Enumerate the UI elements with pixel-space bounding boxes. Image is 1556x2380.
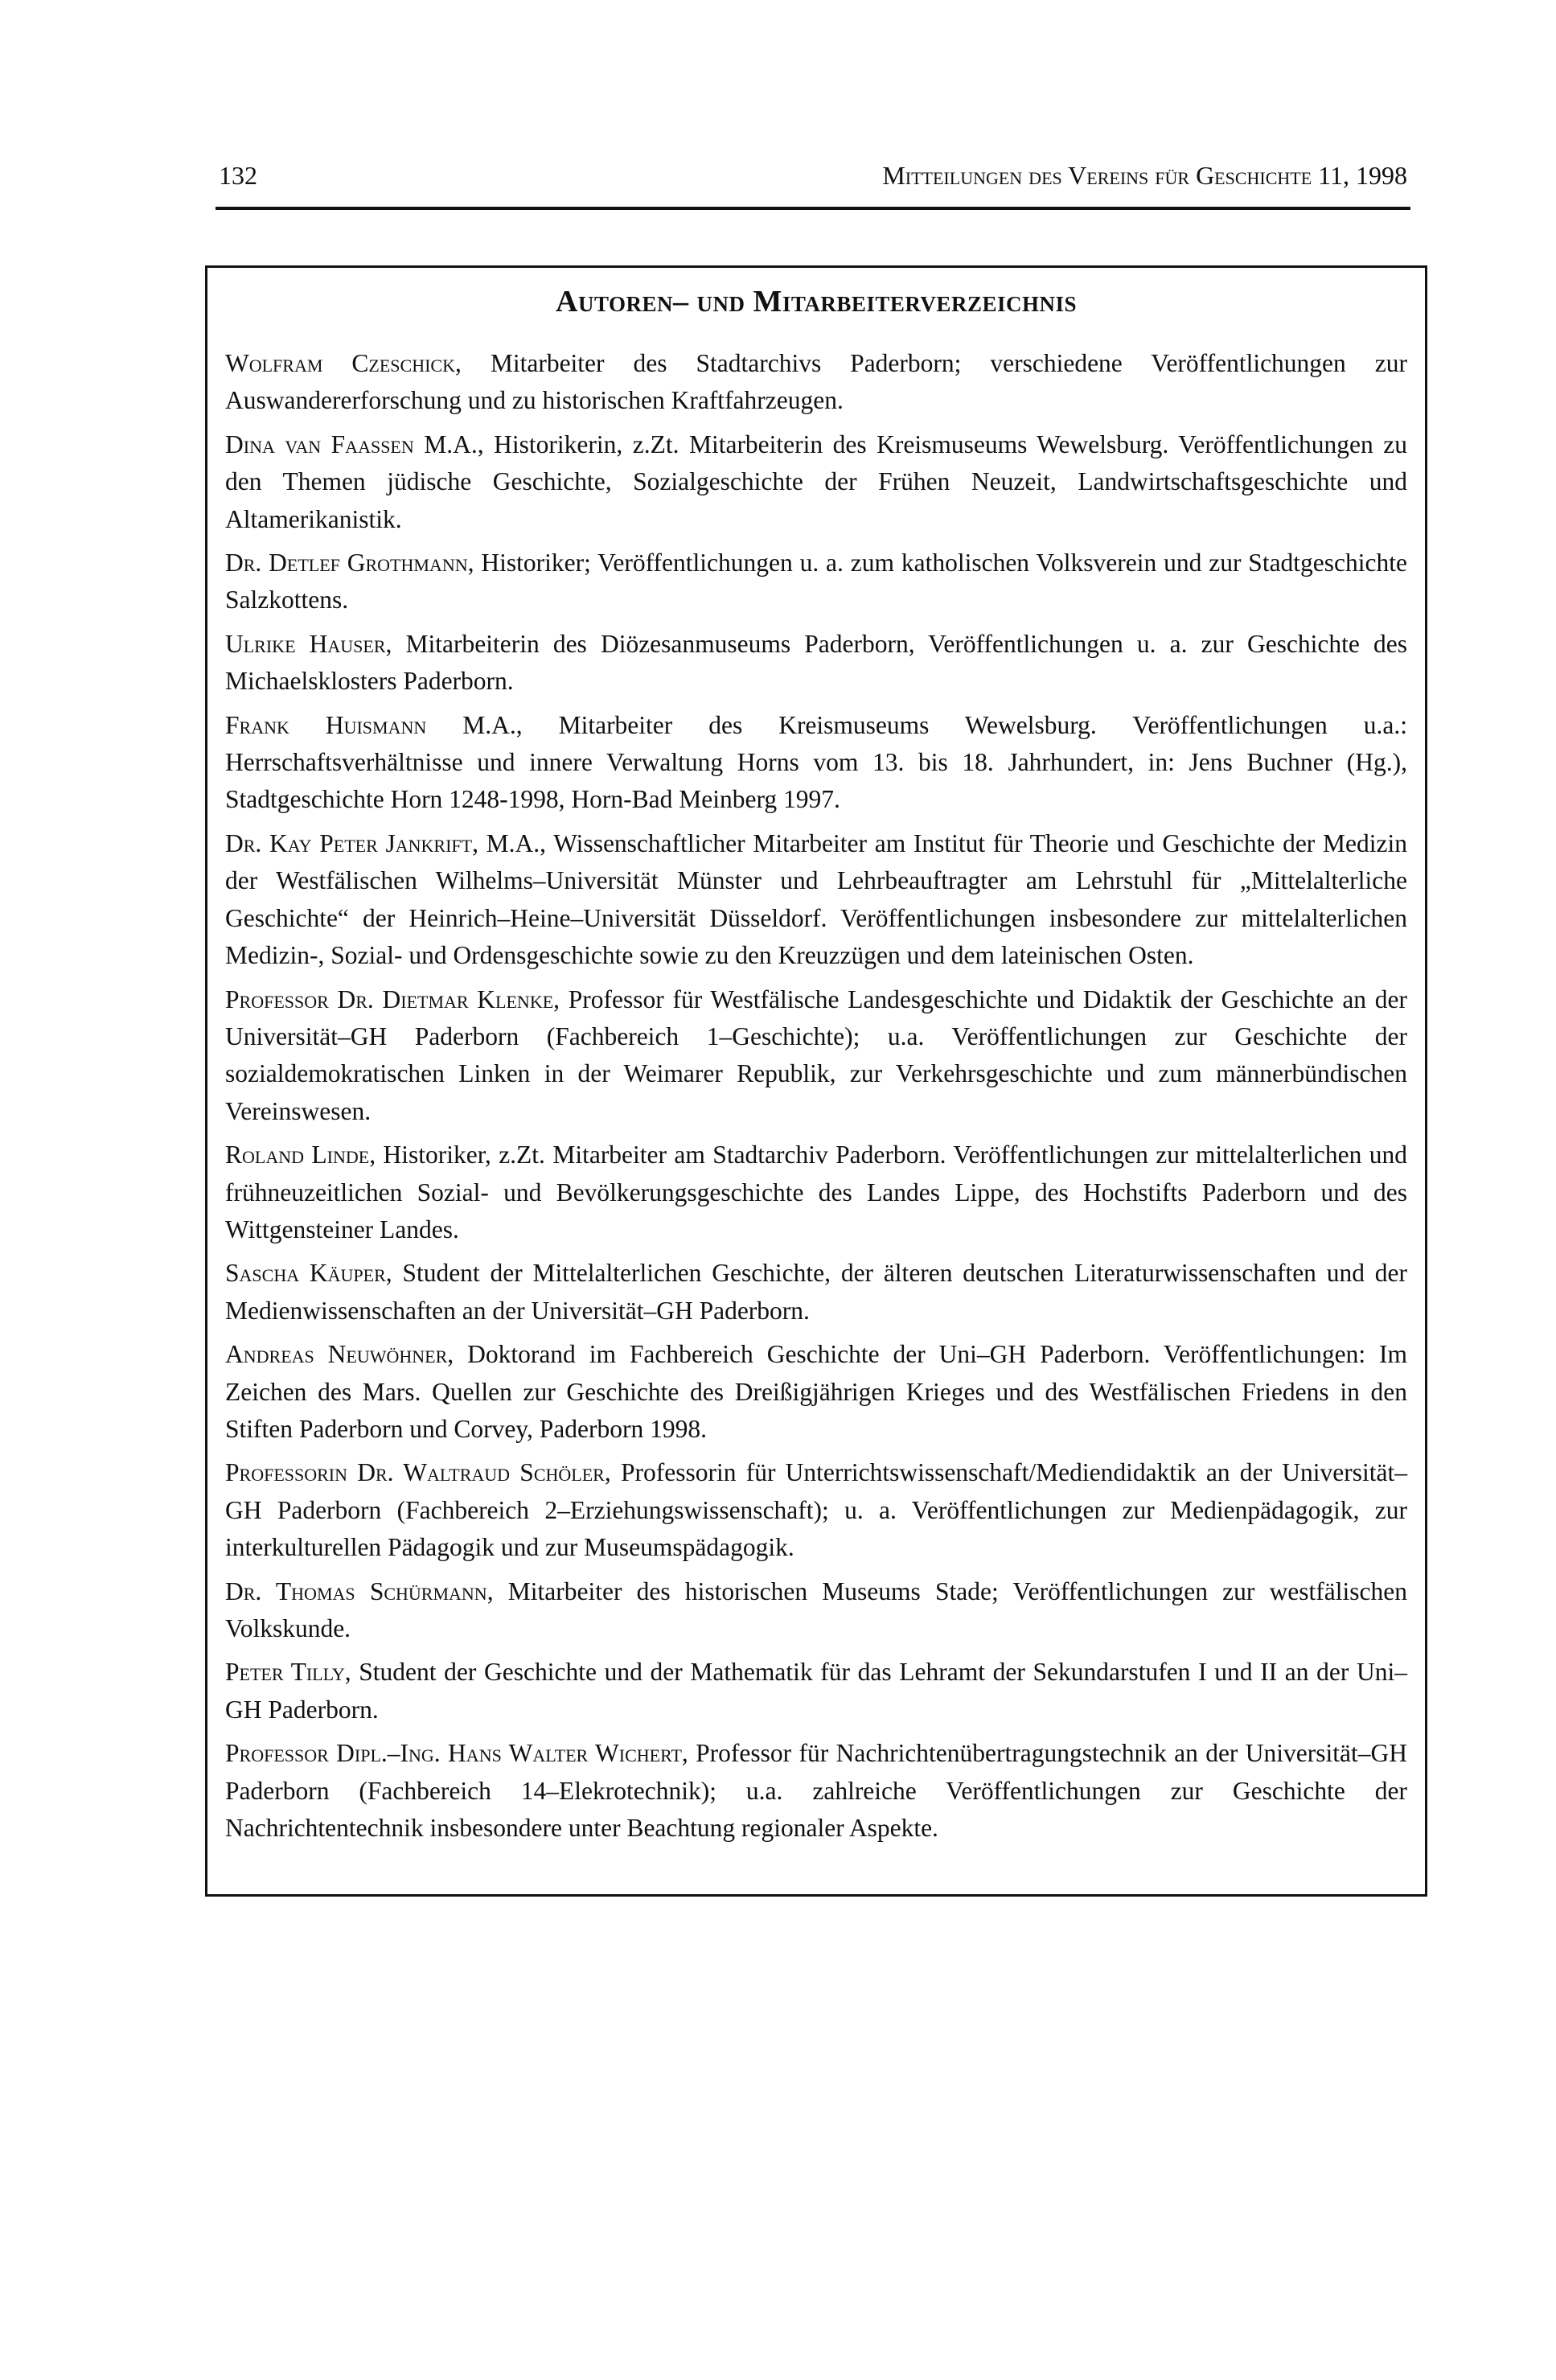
author-entry — [225, 545, 1407, 619]
author-entry — [225, 1255, 1407, 1330]
author-entry — [225, 1137, 1407, 1248]
author-description: , Professorin für Unterrichtswissenschaft/Mediendidaktik an der Universität–GH Paderborn (Fachbereich 2–Erziehungswissenschaft); u. a. Veröffentlichungen zur Medienpädagogik, zur interkulturellen Pädagogik und zur Museumspädagogik. — [225, 1458, 1407, 1562]
running-title: Mitteilungen des Vereins für Geschichte 11, 1998 — [882, 161, 1407, 190]
author-description: M.A., Historikerin, z.Zt. Mitarbeiterin des Kreismuseums Wewelsburg. Veröffentlichungen zu den Themen jüdische Geschichte, Sozialgeschichte der Frühen Neuzeit, Landwirtschaftsgeschichte und Altamerikanistik. — [225, 430, 1407, 533]
author-name: Andreas Neuwöhner — [225, 1340, 448, 1369]
author-name: Professorin Dr. Waltraud Schöler — [225, 1458, 605, 1487]
author-entry — [225, 626, 1407, 701]
author-entry — [225, 426, 1407, 538]
author-name: Roland Linde — [225, 1141, 370, 1169]
author-description: , Professor für Westfälische Landesgeschichte und Didaktik der Geschichte an der Universität–GH Paderborn (Fachbereich 1–Geschichte); u.a. Veröffentlichungen zur Geschichte der sozialdemokratischen Linken in der Weimarer Republik, zur Verkehrsgeschichte und zum männerbündischen Vereinswesen. — [225, 984, 1407, 1125]
author-description: M.A., Mitarbeiter des Kreismuseums Wewelsburg. Veröffentlichungen u.a.: Herrschaftsverhältnisse und innere Verwaltung Horns vom 13. bis 18. Jahrhundert, in: Jens Buchner (Hg.), Stadtgeschichte Horn 1248-1998, Horn-Bad Meinberg 1997. — [225, 710, 1407, 814]
author-description: , Student der Mittelalterlichen Geschichte, der älteren deutschen Literaturwissenschaften und der Medienwissenschaften an der Universität–GH Paderborn. — [225, 1259, 1407, 1325]
author-name: Professor Dipl.–Ing. Hans Walter Wichert — [225, 1739, 682, 1768]
author-description: , Mitarbeiter des Stadtarchivs Paderborn; verschiedene Veröffentlichungen zur Auswandererforschung und zu historischen Kraftfahrzeugen. — [225, 349, 1407, 415]
author-description: , M.A., Wissenschaftlicher Mitarbeiter am Institut für Theorie und Geschichte der Medizin der Westfälischen Wilhelms–Universität Münster und Lehrbeauftragter am Lehrstuhl für „Mittelalterliche Geschichte“ der Heinrich–Heine–Universität Düsseldorf. Veröffentlichungen insbesondere zur mittelalterlichen Medizin-, Sozial- und Ordensgeschichte sowie zu den Kreuzzügen und dem lateinischen Osten. — [225, 828, 1407, 970]
author-description: , Historiker, z.Zt. Mitarbeiter am Stadtarchiv Paderborn. Veröffentlichungen zur mittelalterlichen und frühneuzeitlichen Sozial- und Bevölkerungsgeschichte des Landes Lippe, des Hochstifts Paderborn und des Wittgensteiner Landes. — [225, 1141, 1407, 1243]
author-name: Peter Tilly — [225, 1658, 345, 1687]
section-title: Autoren– und Mitarbeiterverzeichnis — [556, 285, 1077, 319]
author-description: , Doktorand im Fachbereich Geschichte der Uni–GH Paderborn. Veröffentlichungen: Im Zeichen des Mars. Quellen zur Geschichte des Dreißigjährigen Krieges und des Westfälischen Friedens in den Stiften Paderborn und Corvey, Paderborn 1998. — [225, 1340, 1408, 1443]
author-name: Wolfram Czeschick — [225, 349, 455, 377]
author-entry — [225, 825, 1407, 975]
author-entry — [225, 1454, 1407, 1566]
author-name: Sascha Käuper — [225, 1259, 386, 1288]
author-entry — [225, 981, 1407, 1131]
author-list — [225, 345, 1407, 1853]
author-name: Dr. Kay Peter Jankrift — [225, 828, 473, 857]
author-description: , Student der Geschichte und der Mathematik für das Lehramt der Sekundarstufen I und II an der Uni–GH Paderborn. — [225, 1658, 1407, 1724]
author-entry — [225, 1573, 1407, 1648]
author-description: , Historiker; Veröffentlichungen u. a. zum katholischen Volksverein und zur Stadtgeschichte Salzkottens. — [225, 549, 1407, 615]
header-rule — [216, 207, 1410, 210]
author-entry — [225, 707, 1407, 819]
author-name: Ulrike Hauser — [225, 629, 386, 658]
page-number: 132 — [219, 161, 257, 190]
author-entry — [225, 1654, 1407, 1728]
author-name: Dr. Thomas Schürmann — [225, 1576, 487, 1605]
author-entry — [225, 345, 1407, 420]
author-description: , Mitarbeiter des historischen Museums Stade; Veröffentlichungen zur westfälischen Volkskunde. — [225, 1576, 1407, 1642]
author-entry — [225, 1336, 1407, 1448]
author-description: , Professor für Nachrichtenübertragungstechnik an der Universität–GH Paderborn (Fachbereich 14–Elekrotechnik); u.a. zahlreiche Veröffentlichungen zur Geschichte der Nachrichtentechnik insbesondere unter Beachtung regionaler Aspekte. — [225, 1739, 1408, 1843]
running-header — [219, 161, 1407, 199]
author-name: Dr. Detlef Grothmann — [225, 549, 468, 578]
author-name: Frank Huismann — [225, 710, 427, 739]
author-description: , Mitarbeiterin des Diözesanmuseums Paderborn, Veröffentlichungen u. a. zur Geschichte des Michaelsklosters Paderborn. — [225, 629, 1407, 696]
author-name: Professor Dr. Dietmar Klenke — [225, 984, 554, 1013]
author-directory-box — [205, 265, 1427, 1897]
author-entry — [225, 1735, 1407, 1847]
author-name: Dina van Faassen — [225, 430, 414, 458]
